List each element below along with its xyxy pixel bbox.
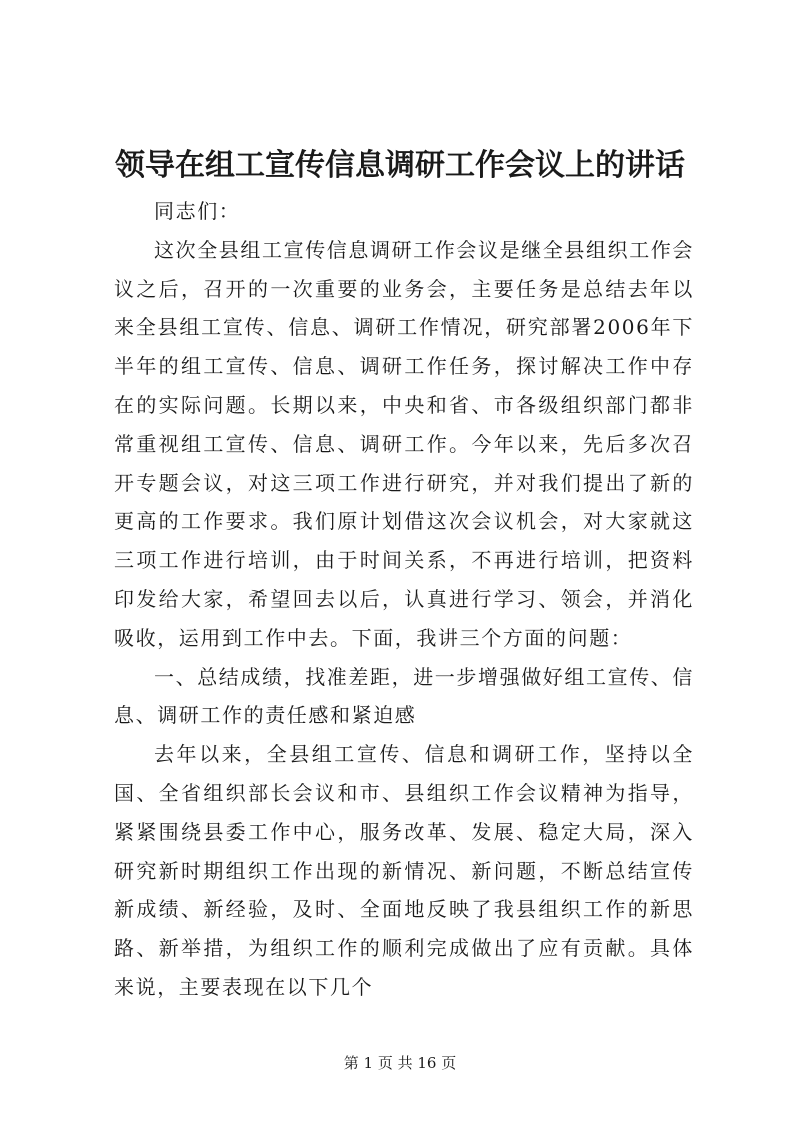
paragraph-achievements: 去年以来，全县组工宣传、信息和调研工作，坚持以全国、全省组织部长会议和市、县组织工作会议精神为指导，紧紧围绕县委工作中心，服务改革、发展、稳定大局，深入研究新时期组织工作出现的新情况、新问题，不断总结宣传新成绩、新经验，及时、全面地反映了我县组织工作的新思路、新举措，为组织工作的顺利完成做出了应有贡献。具体来说，主要表现在以下几个 [114, 742, 694, 999]
page-title: 领导在组工宣传信息调研工作会议上的讲话 [115, 148, 685, 183]
salutation: 同志们： [154, 199, 241, 223]
section-heading-1: 一、总结成绩，找准差距，进一步增强做好组工宣传、信息、调研工作的责任感和紧迫感 [114, 664, 694, 728]
page-footer: 第 1 页 共 16 页 [343, 1054, 457, 1072]
paragraph-intro: 这次全县组工宣传信息调研工作会议是继全县组织工作会议之后，召开的一次重要的业务会，主要任务是总结去年以来全县组工宣传、信息、调研工作情况，研究部署2006年下半年的组工宣传、信息、调研工作任务，探讨解决工作中存在的实际问题。长期以来，中央和省、市各级组织部门都非常重视组工宣传、信息、调研工作。今年以来，先后多次召开专题会议，对这三项工作进行研究，并对我们提出了新的更高的工作要求。我们原计划借这次会议机会，对大家就这三项工作进行培训，由于时间关系，不再进行培训，把资料印发给大家，希望回去以后，认真进行学习、领会，并消化吸收，运用到工作中去。下面，我讲三个方面的问题： [114, 237, 694, 650]
document-body [114, 192, 694, 1007]
